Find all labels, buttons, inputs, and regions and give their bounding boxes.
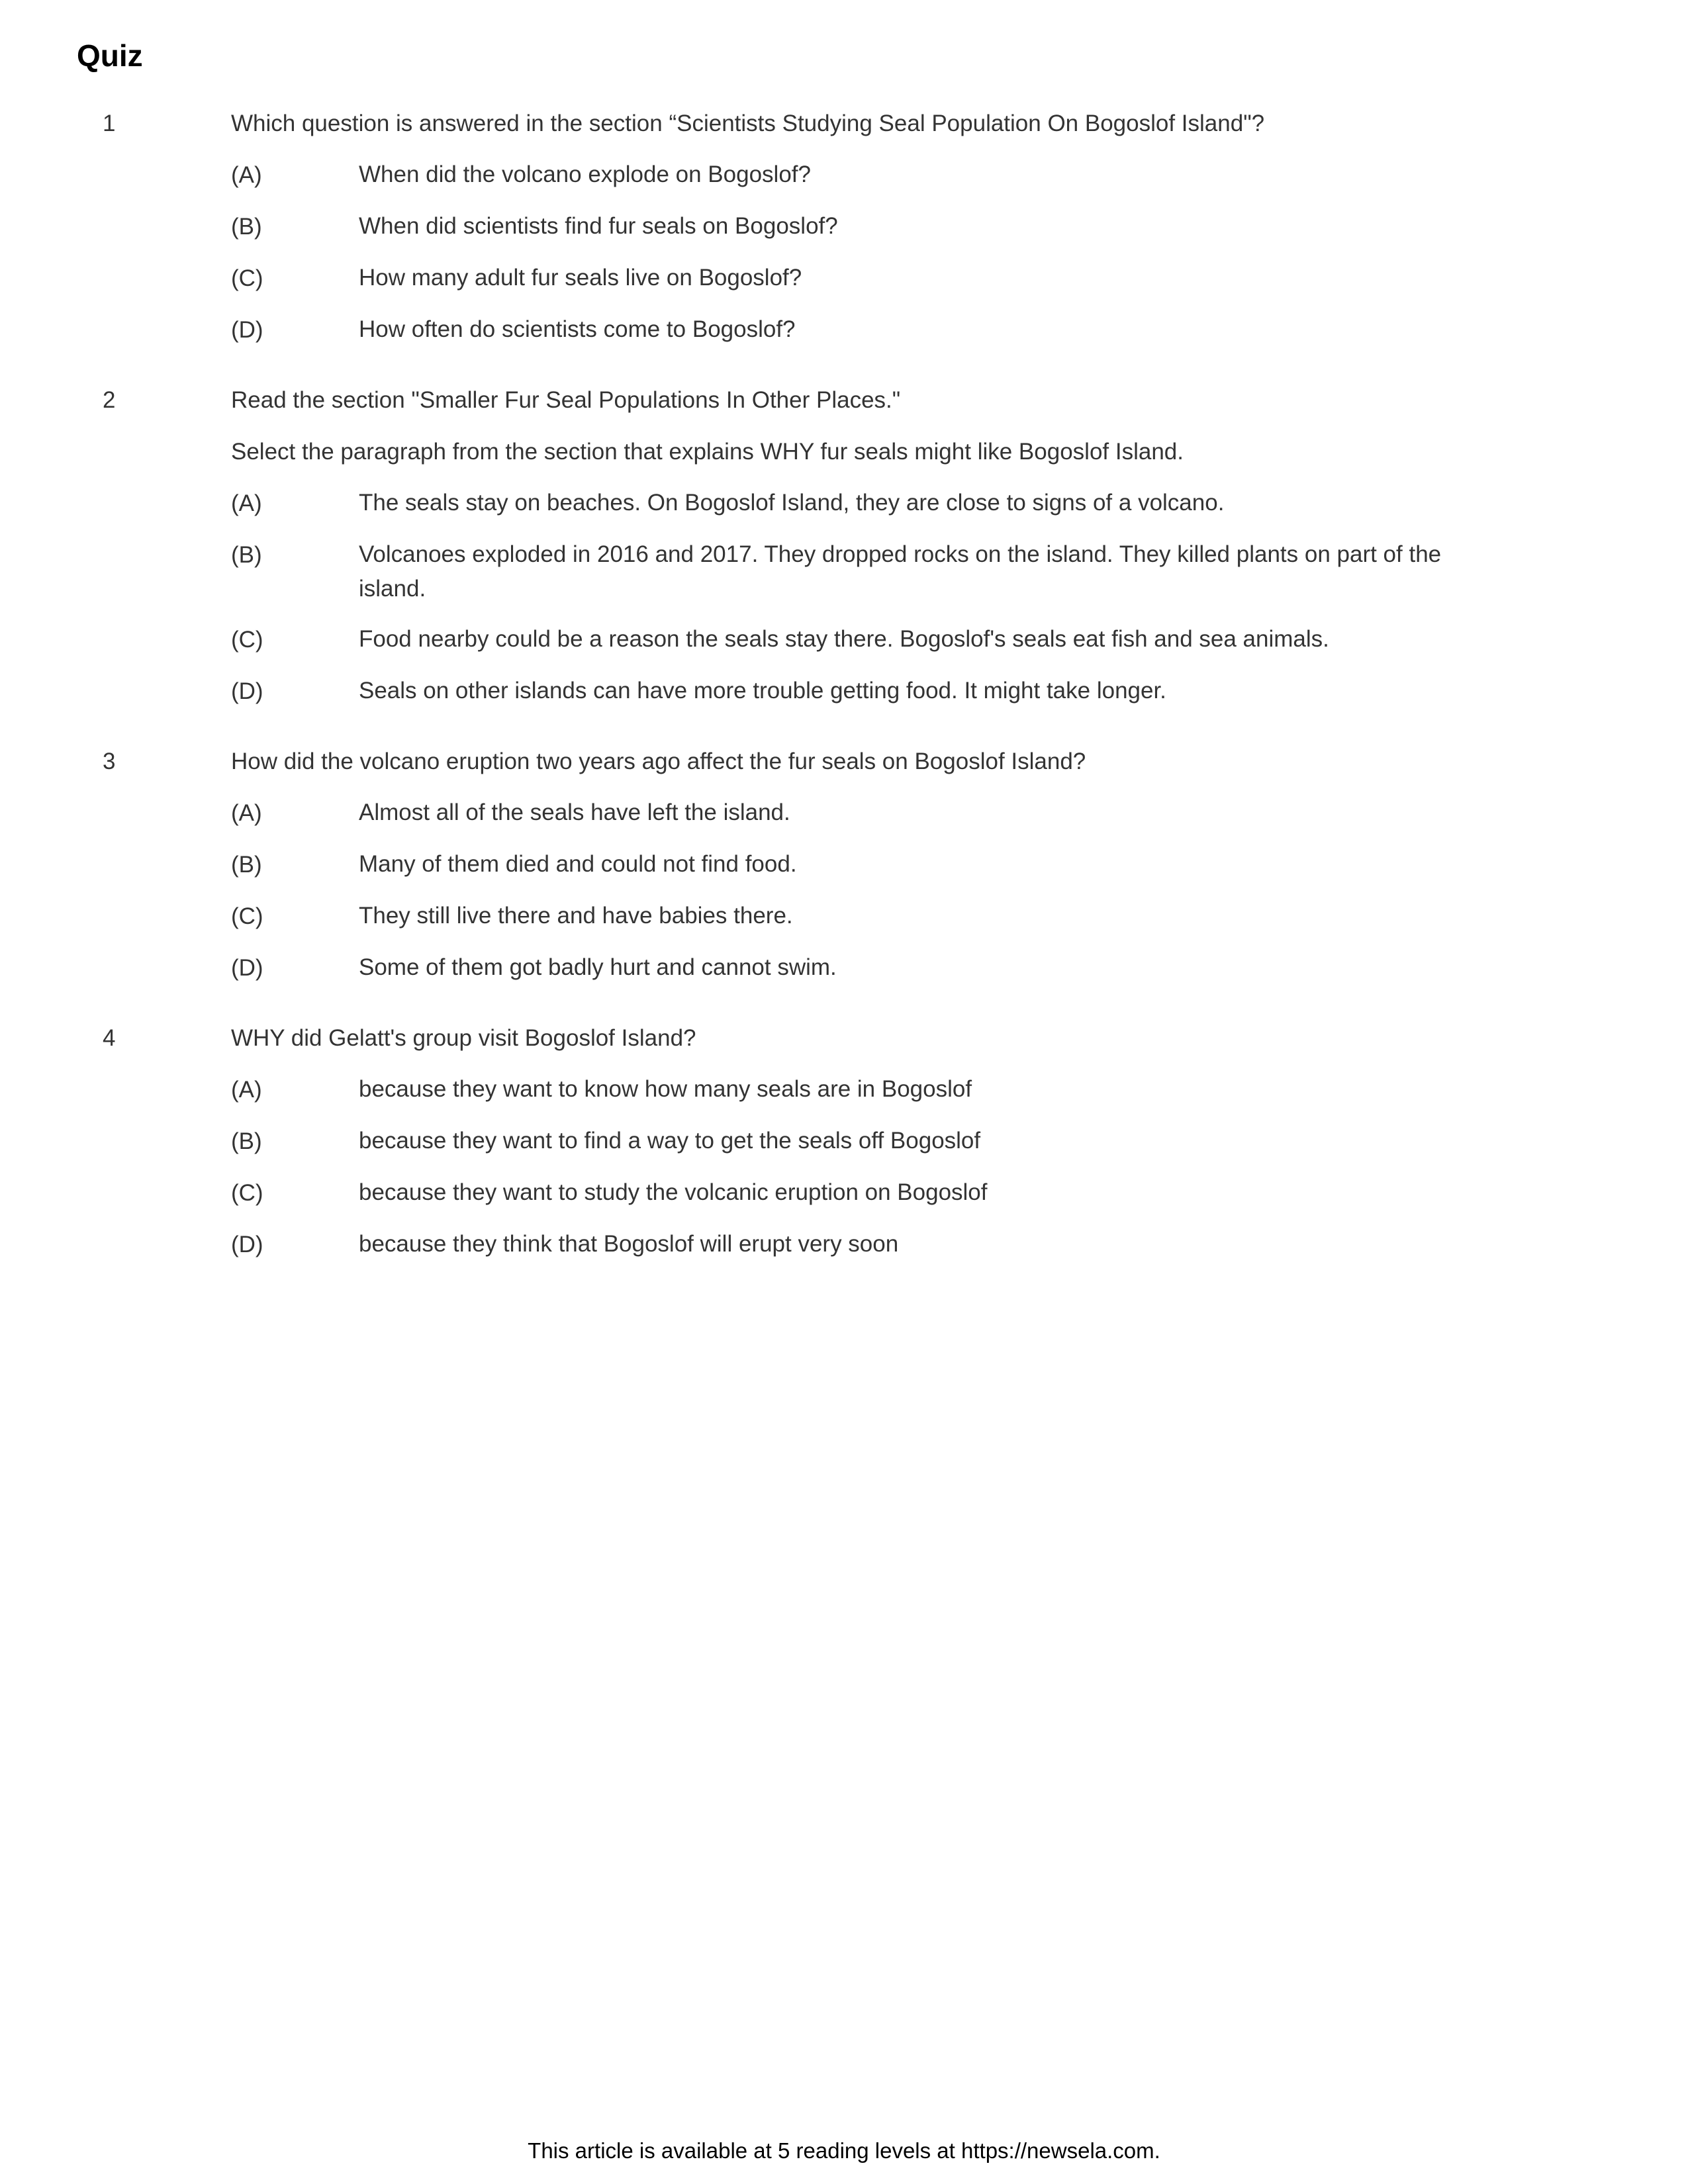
option-text: When did the volcano explode on Bogoslof? <box>359 161 811 187</box>
option-text: They still live there and have babies there. <box>359 903 793 929</box>
option-letter: (B) <box>231 1128 262 1154</box>
answer-option <box>0 158 1688 193</box>
answer-option <box>0 674 1688 709</box>
answer-option <box>0 261 1688 296</box>
question-1 <box>0 106 1688 348</box>
option-text: Many of them died and could not find food. <box>359 851 797 877</box>
answer-option <box>0 1124 1688 1160</box>
answer-option <box>0 1175 1688 1211</box>
option-letter: (C) <box>231 903 263 929</box>
option-letter: (C) <box>231 265 263 291</box>
question-prompt: Which question is answered in the section “Scientists Studying Seal Population On Bogoslof Island"? <box>231 111 1265 136</box>
option-letter: (A) <box>231 490 262 516</box>
option-letter: (A) <box>231 800 262 826</box>
answer-option <box>0 950 1688 986</box>
answer-option <box>0 899 1688 934</box>
option-text: because they want to study the volcanic eruption on Bogoslof <box>359 1179 988 1205</box>
question-prompt: WHY did Gelatt's group visit Bogoslof Island? <box>231 1025 696 1051</box>
answer-option <box>0 209 1688 245</box>
question-number: 3 <box>103 749 116 774</box>
question-prompt: How did the volcano eruption two years ago affect the fur seals on Bogoslof Island? <box>231 749 1086 774</box>
option-letter: (C) <box>231 1180 263 1206</box>
question-number: 4 <box>103 1025 116 1051</box>
answer-option <box>0 1072 1688 1108</box>
question-prompt: Read the section "Smaller Fur Seal Populations In Other Places." <box>231 387 901 413</box>
option-text: because they want to know how many seals are in Bogoslof <box>359 1076 972 1102</box>
question-prompt-row <box>0 383 1688 418</box>
option-letter: (C) <box>231 627 263 653</box>
answer-option <box>0 796 1688 831</box>
option-text: Seals on other islands can have more trouble getting food. It might take longer. <box>359 678 1166 704</box>
question-prompt-row <box>0 1021 1688 1056</box>
option-text: Food nearby could be a reason the seals stay there. Bogoslof's seals eat fish and sea animals. <box>359 626 1329 652</box>
option-text: Some of them got badly hurt and cannot swim. <box>359 954 837 980</box>
answer-option <box>0 1227 1688 1263</box>
option-letter: (A) <box>231 162 262 188</box>
answer-option <box>0 622 1688 658</box>
option-text: Almost all of the seals have left the island. <box>359 799 790 825</box>
question-prompt-row <box>0 434 1688 470</box>
option-text: The seals stay on beaches. On Bogoslof Island, they are close to signs of a volcano. <box>359 490 1225 516</box>
option-letter: (D) <box>231 678 263 704</box>
question-number: 2 <box>103 387 116 413</box>
question-3 <box>0 744 1688 986</box>
page-title: Quiz <box>77 38 143 73</box>
answer-option <box>0 847 1688 883</box>
answer-option <box>0 486 1688 522</box>
option-text: How many adult fur seals live on Bogoslof? <box>359 265 802 291</box>
footer-note: This article is available at 5 reading levels at https://newsela.com. <box>528 2138 1160 2163</box>
option-text: Volcanoes exploded in 2016 and 2017. They dropped rocks on the island. They killed plants on part of the island. <box>359 541 1442 602</box>
option-letter: (B) <box>231 214 262 240</box>
option-letter: (B) <box>231 852 262 878</box>
question-4 <box>0 1021 1688 1263</box>
answer-option <box>0 312 1688 348</box>
option-text: How often do scientists come to Bogoslof? <box>359 316 796 342</box>
question-2 <box>0 383 1688 709</box>
question-number: 1 <box>103 111 116 136</box>
question-list <box>0 106 1688 1297</box>
option-letter: (A) <box>231 1077 262 1103</box>
question-prompt: Select the paragraph from the section that explains WHY fur seals might like Bogoslof Island. <box>231 439 1184 465</box>
option-text: because they think that Bogoslof will erupt very soon <box>359 1231 899 1257</box>
question-prompt-row <box>0 744 1688 780</box>
question-prompt-row <box>0 106 1688 142</box>
option-letter: (D) <box>231 1232 263 1257</box>
option-text: When did scientists find fur seals on Bogoslof? <box>359 213 838 239</box>
option-text: because they want to find a way to get the seals off Bogoslof <box>359 1128 981 1154</box>
option-letter: (D) <box>231 317 263 343</box>
option-letter: (D) <box>231 955 263 981</box>
answer-option <box>0 537 1688 606</box>
option-letter: (B) <box>231 542 262 568</box>
